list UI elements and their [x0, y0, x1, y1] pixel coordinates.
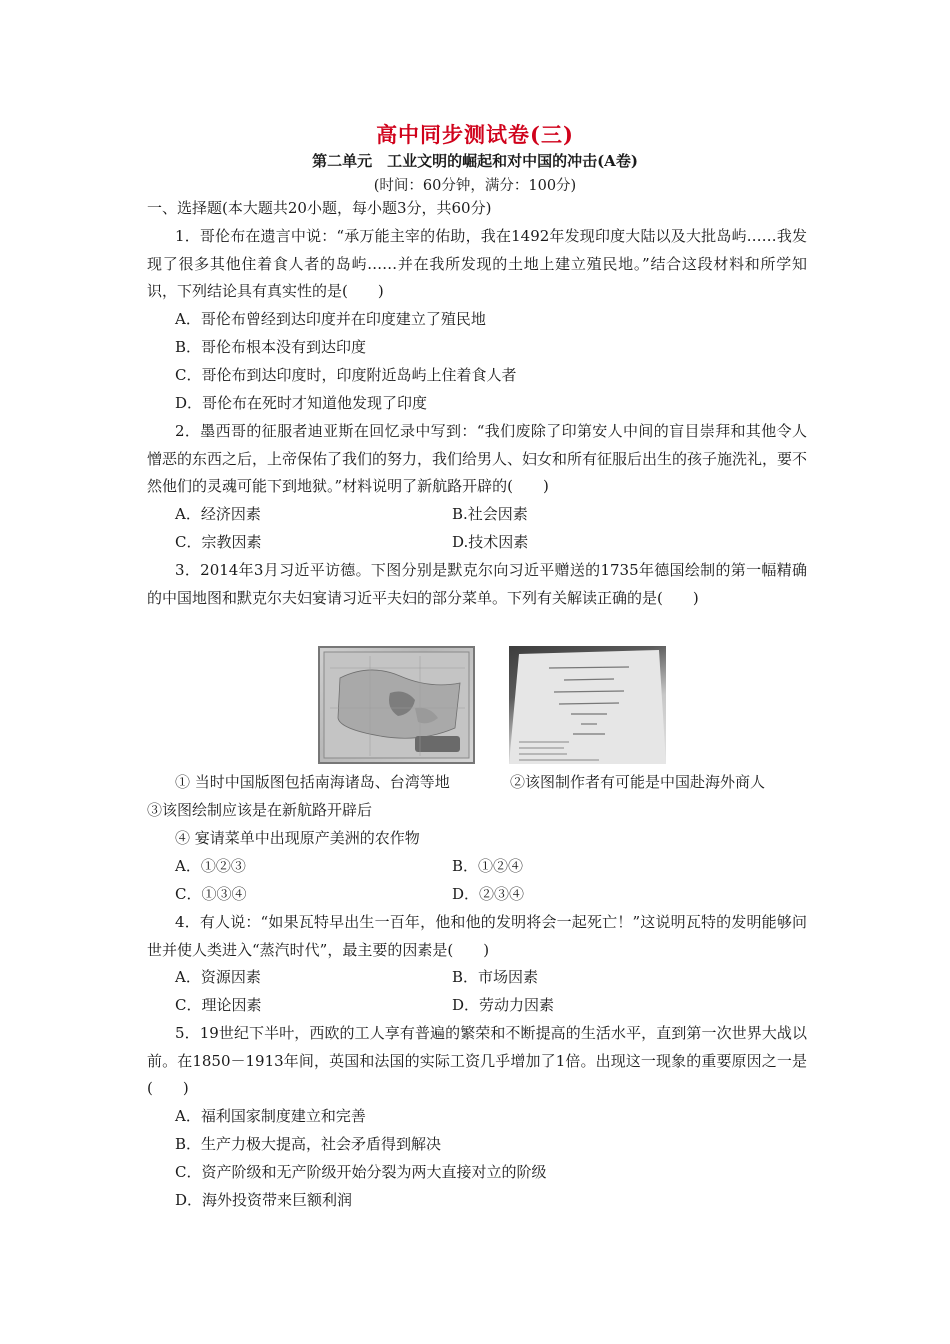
q3-statement-4: ④ 宴请菜单中出现原产美洲的农作物 — [175, 829, 420, 847]
question-1-stem: 1．哥伦布在遗言中说：“承万能主宰的佑助，我在1492年发现印度大陆以及大批岛屿……我发现了很多其他住着食人者的岛屿……并在我所发现的土地上建立殖民地。”结合这段材料和所学知识，下列结论具有真实性的是( ) — [147, 227, 807, 300]
question-5-stem: 5．19世纪下半叶，西欧的工人享有普遍的繁荣和不断提高的生活水平，直到第一次世界大战以前。在1850－1913年间，英国和法国的实际工资几乎增加了1倍。出现这一现象的重要原因之一是( ) — [147, 1024, 807, 1097]
q5-option-a: A．福利国家制度建立和完善 — [175, 1107, 366, 1125]
q5-option-d: D．海外投资带来巨额利润 — [175, 1191, 353, 1209]
section-heading: 一、选择题(本大题共20小题，每小题3分，共60分) — [147, 199, 492, 217]
q3-option-d: D．②③④ — [452, 885, 525, 903]
question-3-stem: 3．2014年3月习近平访德。下图分别是默克尔向习近平赠送的1735年德国绘制的第一幅精确的中国地图和默克尔夫妇宴请习近平夫妇的部分菜单。下列有关解读正确的是( ) — [147, 561, 807, 607]
q3-option-c: C．①③④ — [175, 885, 247, 903]
q1-option-b: B．哥伦布根本没有到达印度 — [175, 338, 367, 356]
q1-option-a: A．哥伦布曾经到达印度并在印度建立了殖民地 — [175, 310, 486, 328]
q3-option-a: A．①②③ — [175, 857, 246, 875]
q2-option-c: C．宗教因素 — [175, 533, 262, 551]
q3-statement-2: ②该图制作者有可能是中国赴海外商人 — [510, 773, 766, 791]
china-map-1735-image — [318, 646, 475, 764]
unit-subtitle: 第二单元 工业文明的崛起和对中国的冲击(A卷) — [312, 152, 638, 170]
q2-option-b: B.社会因素 — [452, 505, 528, 523]
q2-option-d: D.技术因素 — [452, 533, 529, 551]
q4-option-b: B．市场因素 — [452, 968, 539, 986]
q3-option-b: B．①②④ — [452, 857, 524, 875]
map-illustration-icon — [320, 648, 473, 762]
q5-option-b: B．生产力极大提高，社会矛盾得到解决 — [175, 1135, 442, 1153]
q3-statement-1: ① 当时中国版图包括南海诸岛、台湾等地 — [175, 773, 450, 791]
q5-option-c: C．资产阶级和无产阶级开始分裂为两大直接对立的阶级 — [175, 1163, 547, 1181]
q3-statement-3: ③该图绘制应该是在新航路开辟后 — [147, 801, 373, 819]
q2-option-a: A．经济因素 — [175, 505, 261, 523]
question-2-stem: 2．墨西哥的征服者迪亚斯在回忆录中写到：“我们废除了印第安人中间的盲目崇拜和其他令人憎恶的东西之后，上帝保佑了我们的努力，我们给男人、妇女和所有征服后出生的孩子施洗礼，要不然他们的灵魂可能下到地狱。”材料说明了新航路开辟的( ) — [147, 422, 808, 495]
q4-option-c: C．理论因素 — [175, 996, 262, 1014]
q1-option-c: C．哥伦布到达印度时，印度附近岛屿上住着食人者 — [175, 366, 517, 384]
banquet-menu-image — [509, 646, 666, 764]
time-info: (时间：60分钟，满分：100分) — [373, 178, 577, 194]
q4-option-a: A．资源因素 — [175, 968, 261, 986]
question-4-stem: 4．有人说：“如果瓦特早出生一百年，他和他的发明将会一起死亡！”这说明瓦特的发明能够问世并使人类进入“蒸汽时代”，最主要的因素是( ) — [147, 913, 807, 959]
q4-option-d: D．劳动力因素 — [452, 996, 555, 1014]
exam-title: 高中同步测试卷(三) — [376, 122, 574, 147]
menu-illustration-icon — [509, 646, 666, 764]
q1-option-d: D．哥伦布在死时才知道他发现了印度 — [175, 394, 428, 412]
